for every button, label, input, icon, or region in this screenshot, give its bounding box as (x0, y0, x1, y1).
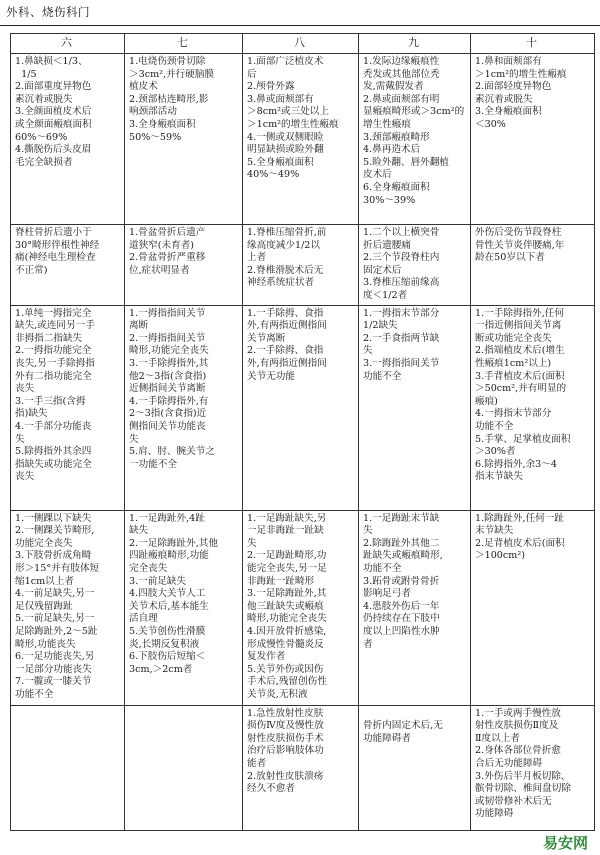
column-header-10: 十 (471, 34, 595, 54)
site-watermark: 易安网 (542, 834, 588, 852)
table-cell: 1.一侧踝以下缺失 2.一侧踝关节畸形, 功能完全丧失 3.下肢骨折成角畸 形＞15°并有肢体短 缩1cm以上者 4.一前足缺失,另一 足仅残留踇趾 5.一前足缺失,另一 足除踇趾外,2～5趾 畸形,功能丧失 6.一足功能丧失,另 一足部分功能丧失 7.一髋或一膝关节 功能不全 (11, 510, 125, 705)
table-row-spine-pelvis (11, 225, 595, 306)
table-cell: 1.鼻缺损＜1/3、 1/5 2.面部重度异物色 素沉着或脱失 3.全颜面植皮术后 或全颜面瘢痕面积 60%～69% 4.撕脱伤后头皮眉 毛完全缺损者 (11, 54, 125, 225)
table-cell: 1.骨盆骨折后遗产 道狭窄(未育者) 2.骨盆骨折严重移 位,症状明显者 (125, 225, 243, 306)
table-cell: 1.一拇指指间关节 离断 2.一拇指指间关节 畸形,功能完全丧失 3.一手除拇指外,其 他2～3指(含食指) 近侧指间关节离断 4.一手除拇指外,有 2～3指(含食指)近 侧指间关节功能丧 失 5.肩、肘、腕关节之 一功能不全 (125, 305, 243, 510)
table-cell: 外伤后受伤节段脊柱 骨性关节炎伴腰痛,年 龄在50岁以下者 (471, 225, 595, 306)
table-cell: 1.一足踇趾末节缺 失 2.除踇趾外其他二 趾缺失或瘢痕畸形, 功能不全 3.跖骨或跗骨骨折 影响足弓者 4.患肢外伤后一年 仍持续存在下肢中 度以上凹陷性水肿 者 (359, 510, 471, 705)
table-cell: 1.急性放射性皮肤 损伤Ⅳ度及慢性放 射性皮肤损伤手术 治疗后影响肢体功 能者 2.放射性皮肤溃疡 经久不愈者 (243, 705, 359, 830)
table-cell (11, 705, 125, 830)
table-cell: 1.二个以上横突骨 折后遗腰痛 2.三个节段脊柱内 固定术后 3.脊椎压缩前缘高 度＜1/2者 (359, 225, 471, 306)
table-cell: 1.除踇趾外,任何一趾 末节缺失 2.足背植皮术后(面积 ＞100cm²) (471, 510, 595, 705)
table-cell (125, 705, 243, 830)
table-cell: 1.一手除拇、食指 外,有两指近侧指间 关节离断 2.一手除拇、食指 外,有两指近侧指间 关节无功能 (243, 305, 359, 510)
table-cell: 1.面部广泛植皮术 后 2.颅骨外露 3.鼻或面颊部有 ＞8cm²或三处以上 ＞1cm²的增生性瘢痕 4.一侧或双侧眼睑 明显缺损或睑外翻 5.全身瘢痕面积 40%～49% (243, 54, 359, 225)
table-cell: 1.脊椎压缩骨折,前 缘高度减少1/2以 上者 2.脊椎滑脱术后无 神经系统症状者 (243, 225, 359, 306)
table-cell: 1.一手除拇指外,任何 一指近侧指间关节离 断或功能完全丧失 2.指端植皮术后(增生 性瘢痕1cm²以上) 3.手背植皮术后(面积 ＞50cm²,并有明显的 瘢痕) 4.一拇指末节部分 功能不全 5.手掌、足掌植皮面积 ＞30%者 6.除拇指外,余3～4 指末节缺失 (471, 305, 595, 510)
table-row-radiation-fracture (11, 705, 595, 830)
disability-grade-table (10, 33, 595, 831)
table-cell: 1.一足踇趾外,4趾 缺失 2.一足除踇趾外,其他 四趾瘢痕畸形,功能 完全丧失 3.一前足缺失 4.四肢大关节人工 关节术后,基本能生 活自理 5.关节创伤性滑膜 炎,长期反复积液 6.下肢伤后短缩＜ 3cm,＞2cm者 (125, 510, 243, 705)
table-header-row (11, 34, 595, 54)
table-cell: 骨折内固定术后,无 功能障碍者 (359, 705, 471, 830)
table-row-hand (11, 305, 595, 510)
table-row-foot-leg (11, 510, 595, 705)
header-rule (0, 25, 600, 26)
column-header-9: 九 (359, 34, 471, 54)
column-header-7: 七 (125, 34, 243, 54)
table-cell: 1.电烧伤颈骨切除 ＞3cm²,并行硬脑膜 植皮术 2.颈部枯连畸形,影 响颈部活动 3.全身瘢痕面积 50%～59% (125, 54, 243, 225)
table-cell: 1.一足踇趾缺失,另 一足非踇趾一趾缺 失 2.一足踇趾畸形,功 能完全丧失,另一足 非踇趾一趾畸形 3.一足除踇趾外,其 他三趾缺失或瘢痕 畸形,功能完全丧失 4.因开放骨折感染, 形成慢性骨髓炎反 复发作者 5.关节外伤或因伤 手术后,残留创伤性 关节炎,无积液 (243, 510, 359, 705)
table-cell: 1.一手或两手慢性放 射性皮肤损伤Ⅱ度及 Ⅱ度以上者 2.身体各部位骨折愈 合后无功能障碍 3.外伤后半月板切除、 髌骨切除、椎间盘切除 或韧带修补术后无 功能障碍 (471, 705, 595, 830)
table-row-burn-scar (11, 54, 595, 225)
table-cell: 1.发际边缘瘢痕性 秃发或其他部位秃 发,需戴假发者 2.鼻或面颊部有明 显瘢痕畸形或＞3cm²的 增生性瘢痕 3.颈部瘢痕畸形 4.鼻再造术后 5.睑外翻、唇外翻植 皮术后 6.全身瘢痕面积 30%～39% (359, 54, 471, 225)
table-cell: 1.鼻和面颊部有 ＞1cm²的增生性瘢痕 2.面部轻度异物色 素沉着或脱失 3.全身瘢痕面积 ＜30% (471, 54, 595, 225)
table-cell: 1.单纯一拇指完全 缺失,或连同另一手 非拇指二指缺失 2.一拇指功能完全 丧失,另一手除拇指 外有二指功能完全 丧失 3.一手三指(含拇 指)缺失 4.一手部分功能丧 失 5.除拇指外其余四 指缺失或功能完全 丧失 (11, 305, 125, 510)
column-header-6: 六 (11, 34, 125, 54)
table-cell: 1.一拇指末节部分 1/2缺失 2.一手食指两节缺 失 3.一拇指指间关节 功能不全 (359, 305, 471, 510)
column-header-8: 八 (243, 34, 359, 54)
table-cell: 脊柱骨折后遗小于 30°畸形伴根性神经 痛(神经电生理检查 不正常) (11, 225, 125, 306)
page-header-title: 外科、烧伤科门 (6, 5, 90, 19)
